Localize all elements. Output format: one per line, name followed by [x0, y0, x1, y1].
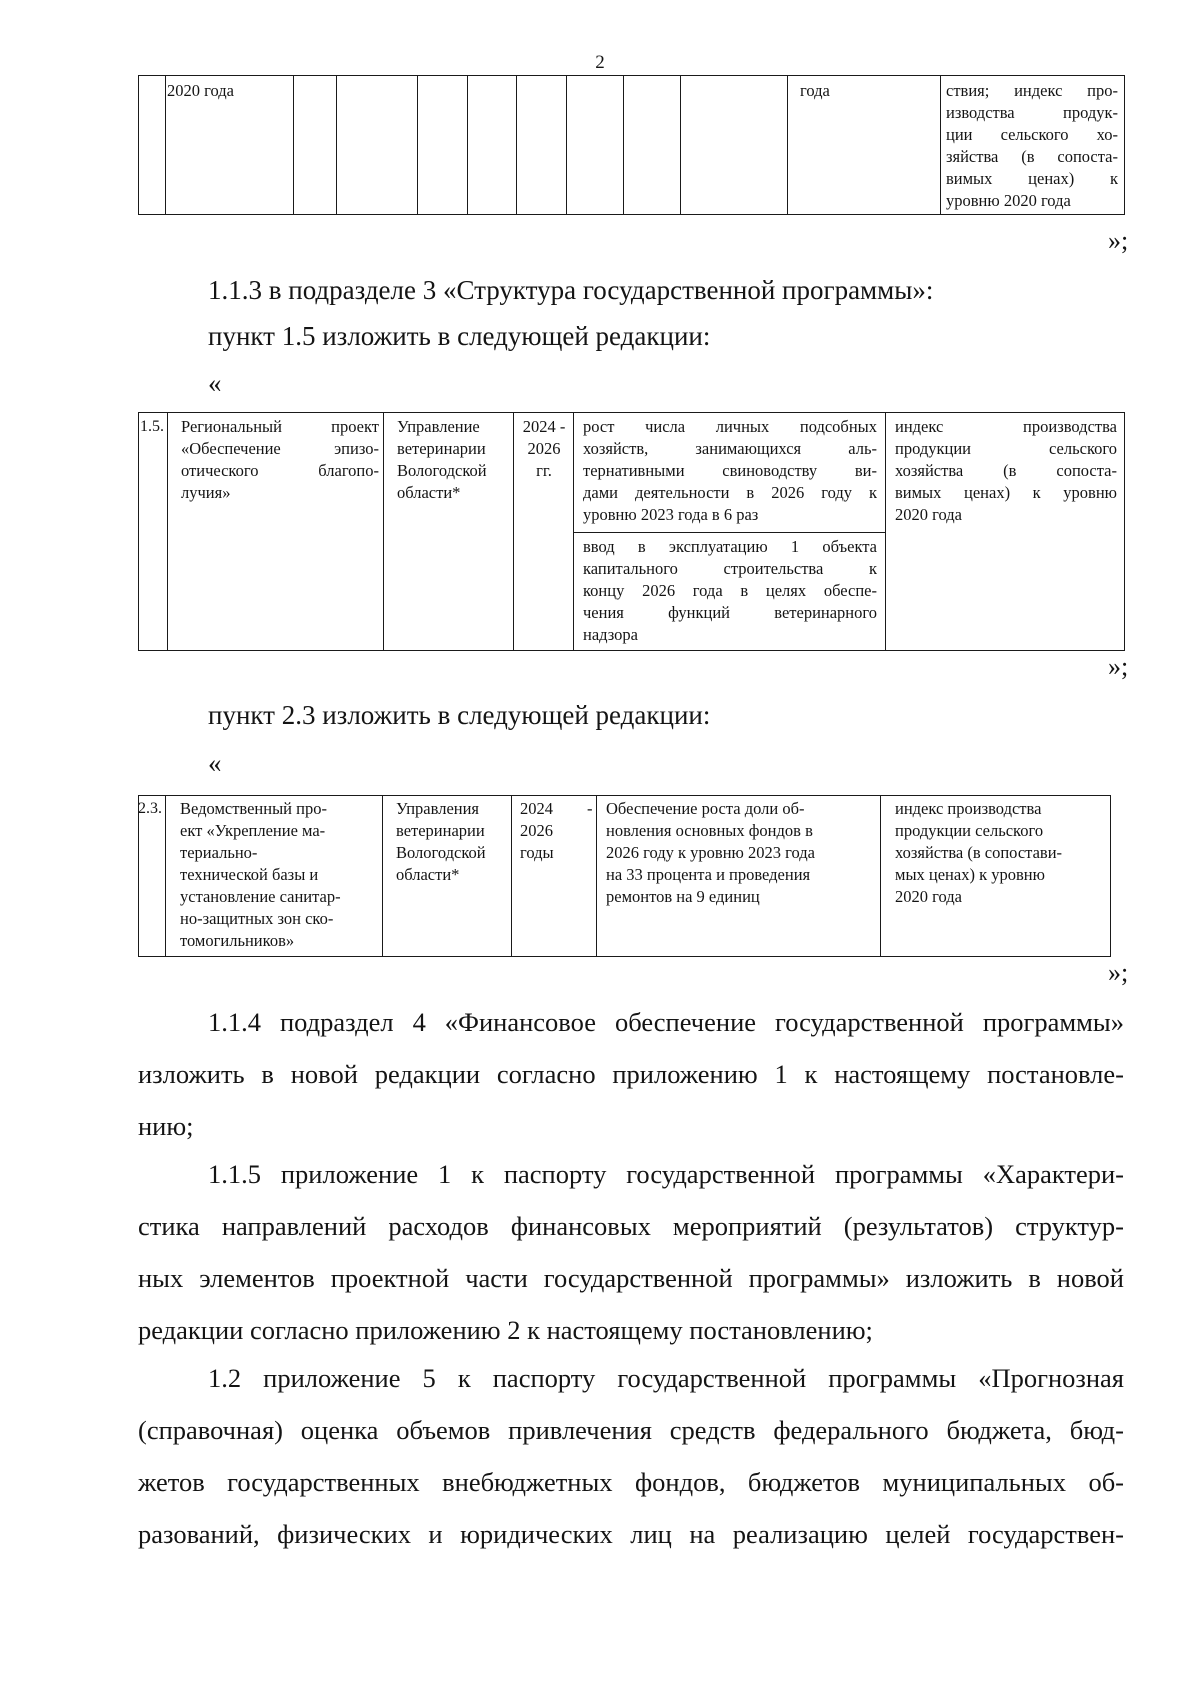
table-cell-line: вимых ценах) к уровню: [895, 483, 1117, 502]
table-cell-line: отического благопо-: [181, 461, 379, 480]
table-border: [885, 412, 886, 651]
table-border: [880, 795, 881, 957]
table-cell-line: области*: [396, 865, 460, 884]
closing-quote: »;: [1108, 652, 1129, 681]
table-cell-line: тернативными свиноводству ви-: [583, 461, 877, 480]
table-border-bottom: [138, 956, 1110, 957]
table-border: [566, 75, 567, 215]
table-cell-period: [520, 798, 570, 864]
table-cell-line: области*: [397, 483, 461, 502]
table-cell-project-name: [180, 798, 380, 952]
closing-quote: »;: [1108, 958, 1129, 987]
table-cell-line: мых ценах) к уровню: [895, 865, 1045, 884]
opening-quote: «: [208, 368, 222, 398]
section-heading: 1.1.3 в подразделе 3 «Структура государственной программы»:: [208, 275, 934, 305]
table-cell-line: индекс производства: [895, 799, 1042, 818]
table-cell-line: ветеринарии: [396, 821, 485, 840]
table-cell-line: установление санитар-: [180, 887, 341, 906]
table-border-bottom: [138, 214, 940, 215]
paragraph-1-1-4: [138, 996, 1124, 1152]
table-cell-line: 2026: [520, 821, 553, 840]
table-border: [467, 75, 468, 215]
table-cell-line: Управление: [397, 417, 480, 436]
table-cell-responsible: [397, 416, 511, 504]
table-border: [336, 75, 337, 215]
table-border: [516, 75, 517, 215]
table-cell-line: Вологодской: [396, 843, 486, 862]
table-cell-line: новления основных фондов в: [606, 821, 813, 840]
table-border: [138, 412, 139, 651]
table-cell-indicator: [895, 798, 1107, 908]
table-border-top: [138, 75, 1124, 76]
paragraph-line: 1.2 приложение 5 к паспорту государственной программы «Прогнозная: [208, 1363, 1124, 1393]
table-border: [165, 795, 166, 957]
table-cell-line: Ведомственный про-: [180, 799, 327, 818]
table-border: [940, 75, 941, 215]
paragraph-line: нию;: [138, 1111, 194, 1141]
table-border: [383, 412, 384, 651]
table-cell-number: 1.5.: [140, 418, 164, 435]
page-number: 2: [595, 52, 605, 73]
paragraph-line: редакции согласно приложению 2 к настоящему постановлению;: [138, 1315, 873, 1345]
table-cell-line: ремонтов на 9 единиц: [606, 887, 760, 906]
table-cell-line: зяйства (в сопоста-: [946, 147, 1118, 166]
opening-quote: «: [208, 748, 222, 778]
table-cell-line: 2026 году к уровню 2023 года: [606, 843, 815, 862]
table-cell-line: рост числа личных подсобных: [583, 417, 877, 436]
paragraph-line: жетов государственных внебюджетных фондов, бюджетов муниципальных об-: [138, 1467, 1124, 1497]
table-border: [1110, 795, 1111, 957]
table-cell-line: ветеринарии: [397, 439, 486, 458]
table-cell-line: надзора: [583, 625, 638, 644]
table-cell-line: териально-: [180, 843, 258, 862]
table-cell-line: индекс производства: [895, 417, 1117, 436]
table-cell-project-name: [181, 416, 379, 504]
table-cell-line: уровню 2023 года в 6 раз: [583, 505, 759, 524]
paragraph-line: (справочная) оценка объемов привлечения средств федерального бюджета, бюд-: [138, 1415, 1124, 1445]
table-border: [167, 412, 168, 651]
table-cell-line: 2020 года: [895, 887, 962, 906]
table-border: [417, 75, 418, 215]
table-cell-period: [516, 416, 572, 482]
table-cell-indicator: [895, 416, 1117, 526]
table-cell-indicator: [946, 80, 1118, 212]
table-cell-line: томогильников»: [180, 931, 295, 950]
table-border-top: [138, 795, 1110, 796]
table-cell-line: продукции сельского: [895, 821, 1044, 840]
table-cell-line: хозяйства (в сопостави-: [895, 843, 1063, 862]
section-heading: пункт 1.5 изложить в следующей редакции:: [208, 321, 711, 351]
table-border: [511, 795, 512, 957]
table-cell-line: концу 2026 года в целях обеспе-: [583, 581, 877, 600]
table-cell-line: ввод в эксплуатацию 1 объекта: [583, 537, 877, 556]
table-cell-text: года: [800, 81, 830, 100]
table-cell-line: ствия; индекс про-: [946, 81, 1118, 100]
table-border: [680, 75, 681, 215]
table-cell-line: хозяйства (в сопоста-: [895, 461, 1117, 480]
table-cell-line: изводства продук-: [946, 103, 1118, 122]
table-cell-text: 2020 года: [167, 81, 234, 100]
table-cell-line: на 33 процента и проведения: [606, 865, 811, 884]
closing-quote: »;: [1108, 226, 1129, 255]
section-heading: пункт 2.3 изложить в следующей редакции:: [208, 700, 711, 730]
table-cell-line: годы: [520, 843, 554, 862]
table-border-top: [138, 412, 1124, 413]
table-border: [787, 75, 788, 215]
table-border: [623, 75, 624, 215]
table-cell-line: 2020 года: [895, 505, 962, 524]
paragraph-line: разований, физических и юридических лиц на реализацию целей государствен-: [138, 1519, 1124, 1549]
table-cell-line: 2026: [527, 439, 561, 458]
table-cell-line: Управления: [396, 799, 480, 818]
table-cell-line: 2024 -: [522, 417, 566, 436]
table-cell-line: продукции сельского: [895, 439, 1117, 458]
table-cell-line: технической базы и: [180, 865, 319, 884]
paragraph-line: 1.1.4 подраздел 4 «Финансовое обеспечение государственной программы»: [208, 1007, 1124, 1037]
table-cell-line: лучия»: [181, 483, 231, 502]
table-cell-result: [606, 798, 876, 908]
table-cell-line: хозяйств, занимающихся аль-: [583, 439, 877, 458]
paragraph-line: стика направлений расходов финансовых мероприятий (результатов) структур-: [138, 1211, 1124, 1241]
table-border: [1124, 75, 1125, 215]
table-cell-line: Региональный проект: [181, 417, 379, 436]
table-cell-line: капитального строительства к: [583, 559, 877, 578]
paragraph-line: ных элементов проектной части государственной программы» изложить в новой: [138, 1263, 1124, 1293]
table-border: [513, 412, 514, 651]
table-border: [382, 795, 383, 957]
paragraph-line: изложить в новой редакции согласно приложению 1 к настоящему постановле-: [138, 1059, 1124, 1089]
table-border: [293, 75, 294, 215]
paragraph-1-2: [138, 1352, 1124, 1560]
table-cell-line: ект «Укрепление ма-: [180, 821, 326, 840]
table-cell-line: но-защитных зон ско-: [180, 909, 334, 928]
period-dash: -: [587, 799, 593, 818]
table-cell-result-2: [583, 536, 877, 646]
table-cell-line: 2024: [520, 799, 553, 818]
table-border: [596, 795, 597, 957]
table-cell-number: 2.3.: [138, 800, 162, 817]
table-cell-line: ции сельского хо-: [946, 125, 1118, 144]
table-cell-line: дами деятельности в 2026 году к: [583, 483, 877, 502]
table-cell-line: Вологодской: [397, 461, 487, 480]
table-cell-line: Обеспечение роста доли об-: [606, 799, 805, 818]
table-cell-line: уровню 2020 года: [946, 191, 1071, 210]
table-cell-result-1: [583, 416, 877, 526]
table-cell-line: вимых ценах) к: [946, 169, 1118, 188]
table-border: [138, 75, 139, 215]
table-cell-line: гг.: [536, 461, 552, 480]
table-cell-line: «Обеспечение эпизо-: [181, 439, 379, 458]
paragraph-line: 1.1.5 приложение 1 к паспорту государственной программы «Характери-: [208, 1159, 1124, 1189]
table-cell-line: чения функций ветеринарного: [583, 603, 877, 622]
table-border-bottom: [940, 214, 1125, 215]
table-border: [1124, 412, 1125, 651]
table-border-bottom: [138, 650, 1124, 651]
paragraph-1-1-5: [138, 1148, 1124, 1356]
table-cell-responsible: [396, 798, 510, 886]
table-border-inner: [573, 532, 885, 533]
